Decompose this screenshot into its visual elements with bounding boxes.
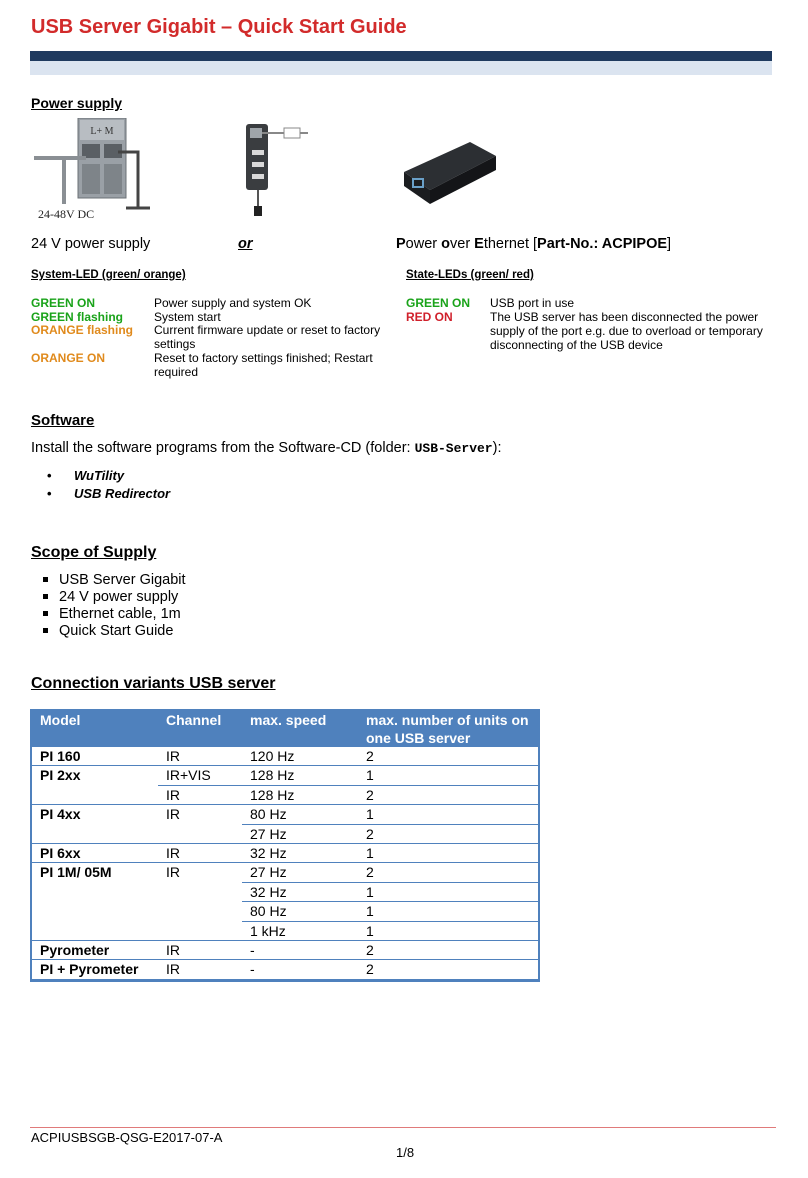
table-row <box>32 940 538 959</box>
table-cell-channel <box>158 882 242 901</box>
table-cell-speed: - <box>242 940 358 959</box>
table-cell-units: 1 <box>358 902 538 921</box>
poe-injector-image <box>404 138 496 206</box>
table-row <box>32 921 538 940</box>
voltage-label: 24-48V DC <box>38 207 95 221</box>
table-cell-model <box>32 921 158 940</box>
table-cell-model <box>32 882 158 901</box>
page-title: USB Server Gigabit – Quick Start Guide <box>31 16 407 38</box>
table-row <box>32 882 538 901</box>
table-cell-speed: 128 Hz <box>242 766 358 785</box>
device-side-view <box>238 120 318 220</box>
table-cell-speed: 128 Hz <box>242 785 358 804</box>
table-cell-units: 2 <box>358 785 538 804</box>
list-item: Ethernet cable, 1m <box>31 606 331 623</box>
table-cell-units: 1 <box>358 805 538 824</box>
system-led-heading: System-LED (green/ orange) <box>31 269 186 281</box>
list-item: • WuTility <box>47 468 125 483</box>
header-bar-dark <box>30 51 772 61</box>
table-cell-speed: 80 Hz <box>242 902 358 921</box>
state-led-state: RED ON <box>406 310 453 324</box>
table-cell-model: PI 1M/ 05M <box>40 864 112 881</box>
table-cell-units: 2 <box>358 747 538 766</box>
table-cell-channel <box>158 902 242 921</box>
system-led-state: ORANGE flashing <box>31 323 134 337</box>
power-supply-heading: Power supply <box>31 95 123 111</box>
or-label: or <box>238 236 253 252</box>
table-cell-channel: IR <box>166 806 180 823</box>
list-item: 24 V power supply <box>31 589 331 606</box>
table-row <box>32 747 538 766</box>
scope-list <box>31 572 331 640</box>
table-row <box>32 766 538 785</box>
connection-table <box>30 709 540 982</box>
table-row <box>32 902 538 921</box>
table-cell-channel: IR <box>166 864 180 881</box>
table-cell-units: 1 <box>358 766 538 785</box>
table-cell-model: PI + Pyrometer <box>32 960 158 979</box>
table-cell-units: 1 <box>358 921 538 940</box>
table-cell-channel: IR <box>158 940 242 959</box>
table-row <box>32 785 538 804</box>
table-cell-units: 2 <box>358 824 538 843</box>
system-led-desc: System start <box>154 310 221 324</box>
software-list <box>31 468 331 504</box>
table-cell-model: Pyrometer <box>32 940 158 959</box>
poe-caption: Power over Ethernet [Part-No.: ACPIPOE] <box>396 236 672 252</box>
header-bar-light <box>30 61 772 75</box>
column-header: max. number of units on one USB server <box>358 711 538 747</box>
state-led-desc: USB port in use <box>490 296 575 310</box>
system-led-state: GREEN ON <box>31 296 96 310</box>
table-row <box>32 805 538 824</box>
software-folder: USB-Server <box>414 441 493 456</box>
table-cell-model: PI 160 <box>32 747 158 766</box>
table-row <box>32 843 538 862</box>
table-cell-model <box>32 902 158 921</box>
table-cell-speed: 80 Hz <box>242 805 358 824</box>
doc-id: ACPIUSBSGB-QSG-E2017-07-A <box>31 1130 223 1145</box>
column-header: Model <box>32 711 158 747</box>
system-led-desc: Current firmware update or reset to factory settings <box>154 323 381 351</box>
state-led-state: GREEN ON <box>406 296 471 310</box>
table-cell-speed: 32 Hz <box>242 882 358 901</box>
table-cell-units: 1 <box>358 843 538 862</box>
system-led-state: GREEN flashing <box>31 310 124 324</box>
power-caption-left: 24 V power supply <box>31 236 151 252</box>
system-led-desc: Reset to factory settings finished; Restart required <box>154 351 373 379</box>
table-cell-channel: IR <box>158 747 242 766</box>
connection-heading: Connection variants USB server <box>31 675 276 692</box>
table-cell-speed: 1 kHz <box>242 921 358 940</box>
column-header: max. speed <box>242 711 358 747</box>
table-cell-units: 1 <box>358 882 538 901</box>
column-header: Channel <box>158 711 242 747</box>
state-led-desc: The USB server has been disconnected the power supply of the port e.g. due to overload or temporary disconnecting of the USB device <box>490 310 763 352</box>
table-cell-speed: 120 Hz <box>242 747 358 766</box>
table-cell-channel <box>158 921 242 940</box>
table-cell-channel: IR <box>158 843 242 862</box>
system-led-state: ORANGE ON <box>31 351 106 365</box>
table-cell-speed: - <box>242 960 358 979</box>
table-cell-units: 2 <box>358 940 538 959</box>
table-cell-channel: IR <box>158 960 242 979</box>
table-cell-speed: 27 Hz <box>242 824 358 843</box>
table-cell-channel <box>158 824 242 843</box>
table-row <box>32 960 538 979</box>
software-intro: Install the software programs from the Software-CD (folder: USB-Server): <box>31 440 502 456</box>
table-cell-channel: IR <box>158 785 242 804</box>
table-cell-model: PI 4xx <box>40 806 81 823</box>
list-item: Quick Start Guide <box>31 623 331 640</box>
list-item: USB Server Gigabit <box>31 572 331 589</box>
terminal-block-diagram <box>34 118 164 222</box>
table-cell-units: 2 <box>358 863 538 882</box>
table-row <box>32 824 538 843</box>
system-led-desc: Power supply and system OK <box>154 296 312 310</box>
table-cell-model <box>32 785 158 804</box>
page-number: 1/8 <box>396 1145 415 1160</box>
list-item: • USB Redirector <box>47 486 171 501</box>
table-row <box>32 863 538 882</box>
table-cell-channel: IR+VIS <box>158 766 242 785</box>
table-cell-model <box>32 824 158 843</box>
scope-heading: Scope of Supply <box>31 544 157 561</box>
terminal-label: L+ M <box>90 126 114 137</box>
table-cell-speed: 32 Hz <box>242 843 358 862</box>
table-cell-units: 2 <box>358 960 538 979</box>
footer-line <box>30 1127 776 1128</box>
table-cell-speed: 27 Hz <box>242 863 358 882</box>
table-cell-model: PI 2xx <box>40 767 81 784</box>
table-cell-model: PI 6xx <box>32 843 158 862</box>
software-heading: Software <box>31 412 95 429</box>
state-leds-heading: State-LEDs (green/ red) <box>406 269 534 281</box>
